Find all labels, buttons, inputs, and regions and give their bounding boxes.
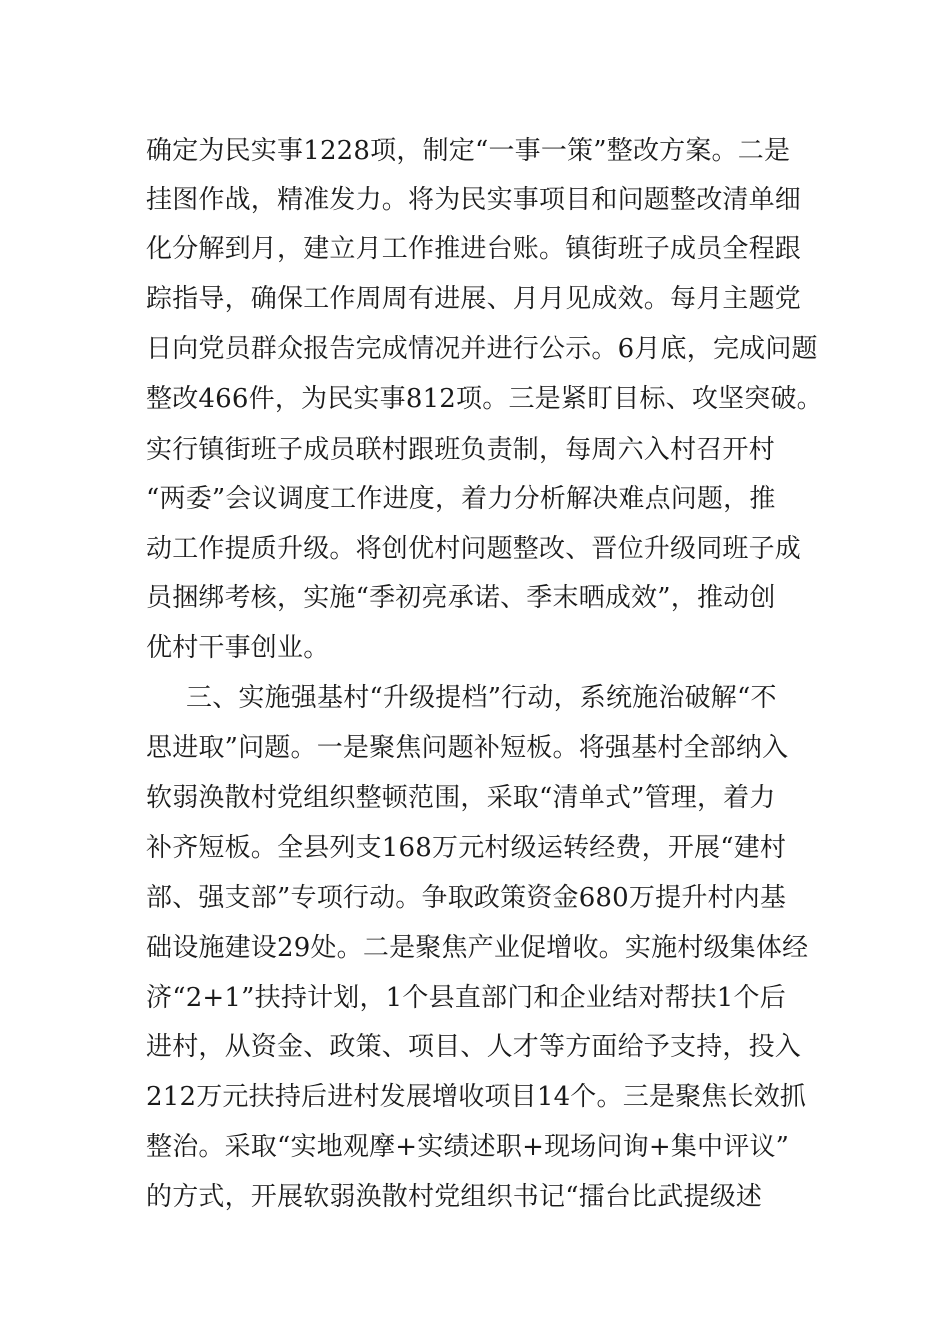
text-line: 补齐短板。全县列支168万元村级运转经费，开展“建村 <box>146 833 787 863</box>
text-line: 优村干事创业。 <box>146 633 330 663</box>
section-heading-line: 三、实施强基村“升级提档”行动，系统施治破解“不 <box>186 683 777 713</box>
text-line: 部、强支部”专项行动。争取政策资金680万提升村内基 <box>146 883 787 913</box>
text-line: 挂图作战，精准发力。将为民实事项目和问题整改清单细 <box>146 185 802 215</box>
text-line: 确定为民实事1228项，制定“一事一策”整改方案。二是 <box>146 136 791 166</box>
text-line: 化分解到月，建立月工作推进台账。镇街班子成员全程跟 <box>146 234 802 264</box>
text-line: “两委”会议调度工作进度，着力分析解决难点问题，推 <box>146 484 776 514</box>
text-line: 日向党员群众报告完成情况并进行公示。6月底，完成问题 <box>146 334 818 364</box>
text-line: 济“2+1”扶持计划，1个县直部门和企业结对帮扶1个后 <box>146 983 786 1013</box>
text-line: 整改466件，为民实事812项。三是紧盯目标、攻坚突破。 <box>146 384 823 414</box>
text-line: 动工作提质升级。将创优村问题整改、晋位升级同班子成 <box>146 534 802 564</box>
text-line: 整治。采取“实地观摩+实绩述职+现场问询+集中评议” <box>146 1132 790 1162</box>
text-line: 进村，从资金、政策、项目、人才等方面给予支持，投入 <box>146 1032 802 1062</box>
text-line: 思进取”问题。一是聚焦问题补短板。将强基村全部纳入 <box>146 733 789 763</box>
text-line: 踪指导，确保工作周周有进展、月月见成效。每月主题党 <box>146 284 802 314</box>
text-line: 员捆绑考核，实施“季初亮承诺、季末晒成效”，推动创 <box>146 583 776 613</box>
text-line: 实行镇街班子成员联村跟班负责制，每周六入村召开村 <box>146 435 775 465</box>
text-line: 的方式，开展软弱涣散村党组织书记“擂台比武提级述 <box>146 1182 763 1212</box>
text-line: 础设施建设29处。二是聚焦产业促增收。实施村级集体经 <box>146 933 809 963</box>
text-line: 212万元扶持后进村发展增收项目14个。三是聚焦长效抓 <box>146 1082 807 1112</box>
text-line: 软弱涣散村党组织整顿范围，采取“清单式”管理，着力 <box>146 783 776 813</box>
